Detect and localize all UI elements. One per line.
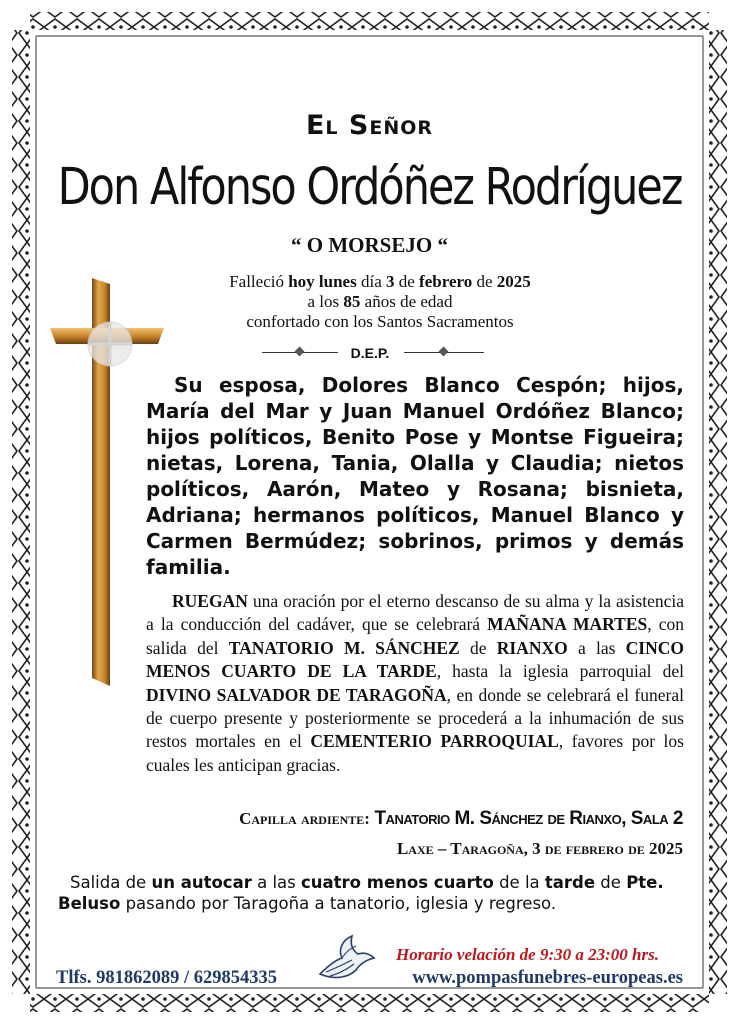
bus-notice: Salida de un autocar a las cuatro menos cuarto de la tarde de Pte. Beluso pasando por Taragoña a tanatorio, iglesia y regreso.: [58, 873, 664, 913]
chapel-label: Capilla ardiente:: [239, 809, 370, 828]
death-line-2: a los 85 años de edad: [307, 292, 453, 311]
death-line-3: confortado con los Santos Sacramentos: [246, 312, 514, 331]
deceased-name: Don Alfonso Ordóñez Rodríguez: [57, 158, 682, 217]
nickname: “ O MORSEJO “: [291, 233, 448, 257]
website-link[interactable]: www.pompasfunebres-europeas.es: [412, 968, 683, 988]
title-prefix: El Señor: [305, 110, 434, 141]
dep-label: D.E.P.: [350, 345, 390, 361]
phone-numbers: Tlfs. 981862089 / 629854335: [56, 968, 277, 988]
chapel-value: Tanatorio M. Sánchez de Rianxo, Sala 2: [374, 808, 683, 829]
dove-icon: [312, 934, 376, 986]
death-details: [170, 272, 590, 332]
ceremony-paragraph: RUEGAN una oración por el eterno descanso de su alma y la asistencia a la conducción del cadáver, que se celebrará MAÑANA MARTES, con salida del TANATORIO M. SÁNCHEZ de RIANXO a las CINCO MENOS CUARTO DE LA TARDE, hasta la iglesia parroquial del DIVINO SALVADOR DE TARAGOÑA, en donde se celebrará el funeral de cuerpo presente y posteriormente se procederá a la inhumación de sus restos mortales en el CEMENTERIO PARROQUIAL, favores por los cuales les anticipan gracias.: [146, 591, 685, 775]
chapel-line: [239, 808, 683, 830]
place-date: Laxe – Taragoña, 3 de febrero de 2025: [396, 839, 683, 858]
family-paragraph: Su esposa, Dolores Blanco Cespón; hijos, María del Mar y Juan Manuel Ordóñez Blanco; hijos políticos, Benito Pose y Montse Figueira; nietas, Lorena, Tania, Olalla y Claudia; nietos políticos, Aarón, Mateo y Rosana; bisnieta, Adriana; hermanos políticos, Manuel Blanco y Carmen Bermúdez; sobrinos, primos y demás familia.: [146, 373, 684, 579]
vigil-hours: Horario velación de 9:30 a 23:00 hrs.: [395, 945, 659, 964]
death-line-1: Falleció hoy lunes día 3 de febrero de 2025: [229, 272, 531, 291]
